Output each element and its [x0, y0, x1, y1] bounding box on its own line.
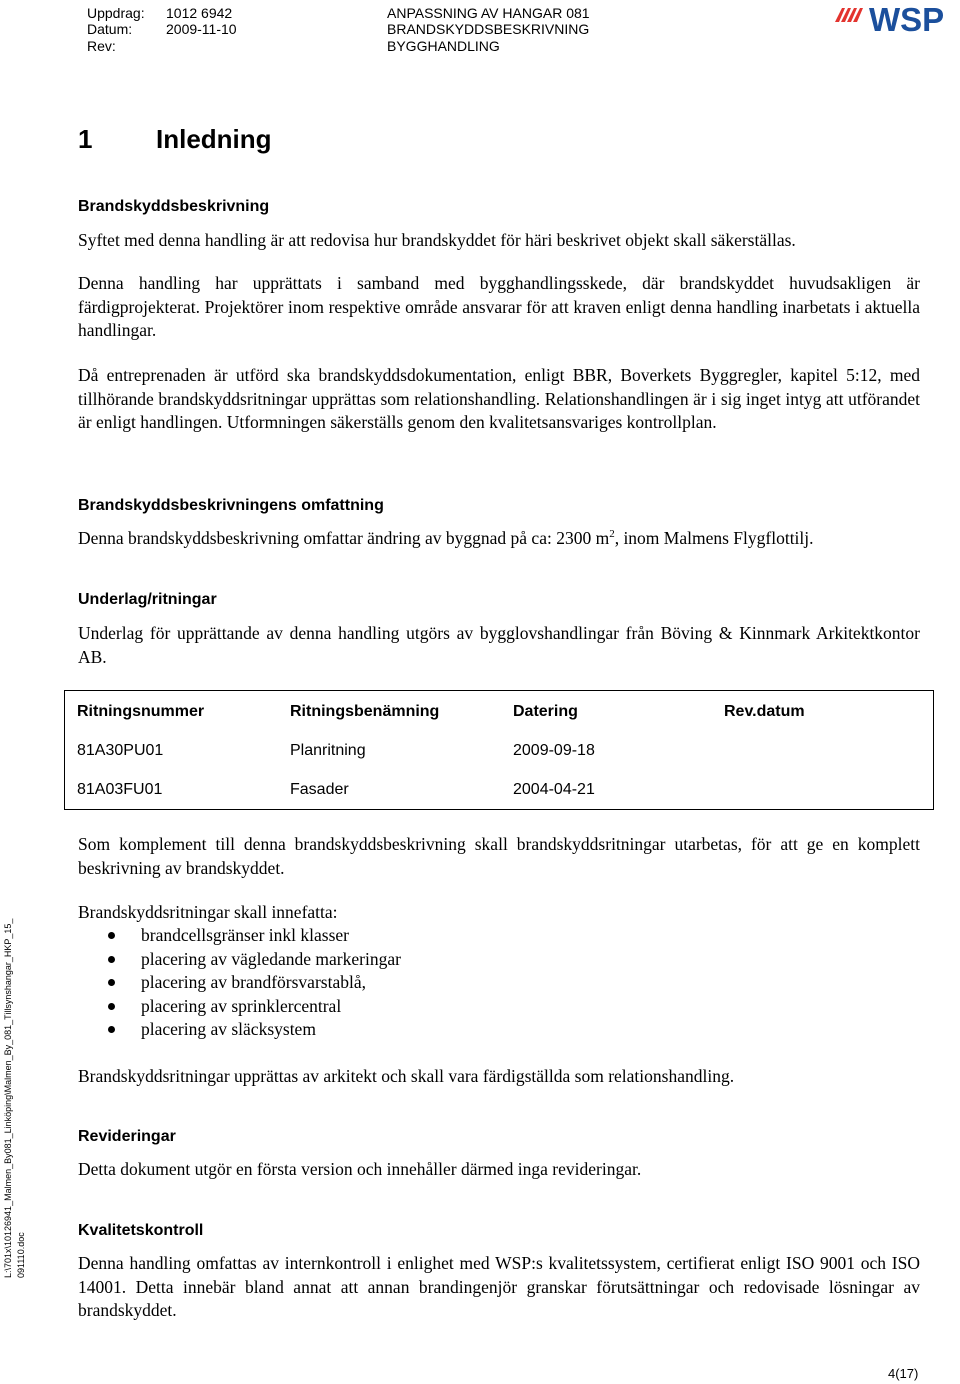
list-item [78, 924, 401, 948]
paragraph-underlag: Underlag för upprättande av denna handling utgörs av bygglovshandlingar från Böving & Kinnmark Arkitektkontor AB. [78, 623, 920, 667]
table-row [65, 731, 934, 770]
chapter-number: 1 [78, 124, 93, 154]
doc-title-line3: BYGGHANDLING [387, 38, 500, 54]
table-row [65, 770, 934, 810]
omfattning-text-after: , inom Malmens Flygflottilj. [614, 528, 814, 548]
bullet-icon [108, 1026, 115, 1033]
page-number: 4(17) [888, 1366, 919, 1381]
chapter-title: Inledning [156, 124, 272, 154]
paragraph-syfte: Syftet med denna handling är att redovisa hur brandskyddet för häri beskrivet objekt skall säkerställas. [78, 230, 796, 250]
bullet-icon [108, 979, 115, 986]
wsp-logo-text: WSP [869, 1, 945, 38]
chapter-heading [78, 124, 272, 155]
drawings-table [64, 690, 934, 810]
bullet-icon [108, 932, 115, 939]
list-item-text: placering av vägledande markeringar [141, 948, 401, 969]
paragraph-kvalitetskontroll: Denna handling omfattas av internkontroll i enlighet med WSP:s kvalitetssystem, certifierat enligt ISO 9001 och ISO 14001. Detta innebär bland annat att annan brandingenjör granskar förutsättningar och redovisade lösningar av brandskyddet. [78, 1253, 920, 1320]
table-cell: 2009-09-18 [513, 741, 595, 759]
section-heading-revideringar: Revideringar [78, 1128, 176, 1145]
datum-value: 2009-11-10 [166, 21, 237, 37]
omfattning-text-before: Denna brandskyddsbeskrivning omfattar ändring av byggnad på ca: 2300 m [78, 528, 610, 548]
list-item [78, 1018, 401, 1042]
wsp-logo [833, 0, 960, 40]
table-cell: 81A03FU01 [77, 780, 163, 798]
omfattning-superscript: 2 [609, 528, 615, 541]
paragraph-innefatta: Brandskyddsritningar skall innefatta: [78, 902, 338, 922]
section-heading-kvalitetskontroll: Kvalitetskontroll [78, 1222, 204, 1239]
section-heading-brandskyddsbeskrivning: Brandskyddsbeskrivning [78, 198, 270, 215]
side-file-path-line1: L:\701x\10126941_Malmen_By081_Linköping\Malmen_By_081_Tillsynshangar_HKP_15_ [3, 918, 13, 1278]
table-cell: Planritning [290, 741, 366, 759]
list-item [78, 995, 401, 1019]
rev-label: Rev: [87, 38, 116, 54]
bullet-icon [108, 956, 115, 963]
table-header-ritningsbenamning: Ritningsbenämning [290, 703, 440, 720]
list-item-text: placering av släcksystem [141, 1019, 316, 1039]
list-item [78, 948, 401, 972]
paragraph-arkitekt: Brandskyddsritningar upprättas av arkitekt och skall vara färdigställda som relationshandling. [78, 1066, 735, 1086]
uppdrag-value: 1012 6942 [166, 5, 233, 21]
datum-label: Datum: [87, 21, 133, 37]
list-item-text: placering av brandförsvarstablå, [141, 972, 366, 992]
doc-title-line2: BRANDSKYDDSBESKRIVNING [387, 21, 590, 37]
bullet-icon [108, 1003, 115, 1010]
bullet-list [78, 924, 401, 1042]
table-header-datering: Datering [513, 703, 578, 720]
table-cell [712, 731, 934, 770]
uppdrag-label: Uppdrag: [87, 5, 145, 21]
section-heading-omfattning: Brandskyddsbeskrivningens omfattning [78, 497, 384, 514]
paragraph-omfattning [78, 527, 920, 551]
list-item-text: placering av sprinklercentral [141, 995, 342, 1016]
side-file-path-line2: 091110.doc [16, 1232, 26, 1278]
table-cell: 2004-04-21 [513, 780, 595, 798]
table-cell [712, 770, 934, 810]
list-item-text: brandcellsgränser inkl klasser [141, 925, 349, 945]
list-item [78, 971, 401, 995]
table-cell: Fasader [290, 780, 349, 798]
table-header-ritningsnummer: Ritningsnummer [77, 703, 205, 720]
table-header-revdatum: Rev.datum [724, 703, 805, 720]
paragraph-revideringar: Detta dokument utgör en första version och innehåller därmed inga revideringar. [78, 1159, 642, 1179]
drawings-table-header-row [65, 691, 934, 732]
paragraph-komplement: Som komplement till denna brandskyddsbeskrivning skall brandskyddsritningar utarbetas, för att ge en komplett beskrivning av brandskyddet. [78, 834, 920, 878]
doc-title-line1: ANPASSNING AV HANGAR 081 [387, 5, 590, 21]
section-heading-underlag: Underlag/ritningar [78, 591, 217, 608]
paragraph-samband: Denna handling har upprättats i samband med bygghandlingsskede, där brandskyddet huvudsakligen är färdigprojekterat. Projektörer inom respektive område ansvarar för att kraven enligt denna handling inarbetats i aktuella handlingar. [78, 273, 920, 340]
paragraph-entreprenad: Då entreprenaden är utförd ska brandskyddsdokumentation, enligt BBR, Boverkets Byggregler, kapitel 5:12, med tillhörande brandskyddsritningar upprättas som relationshandling. Relationshandlingen är i sig inget intyg att utförandet är enligt handlingen. Utformningen säkerställs genom den kvalitetsansvariges kontrollplan. [78, 365, 920, 432]
table-cell: 81A30PU01 [77, 741, 164, 759]
